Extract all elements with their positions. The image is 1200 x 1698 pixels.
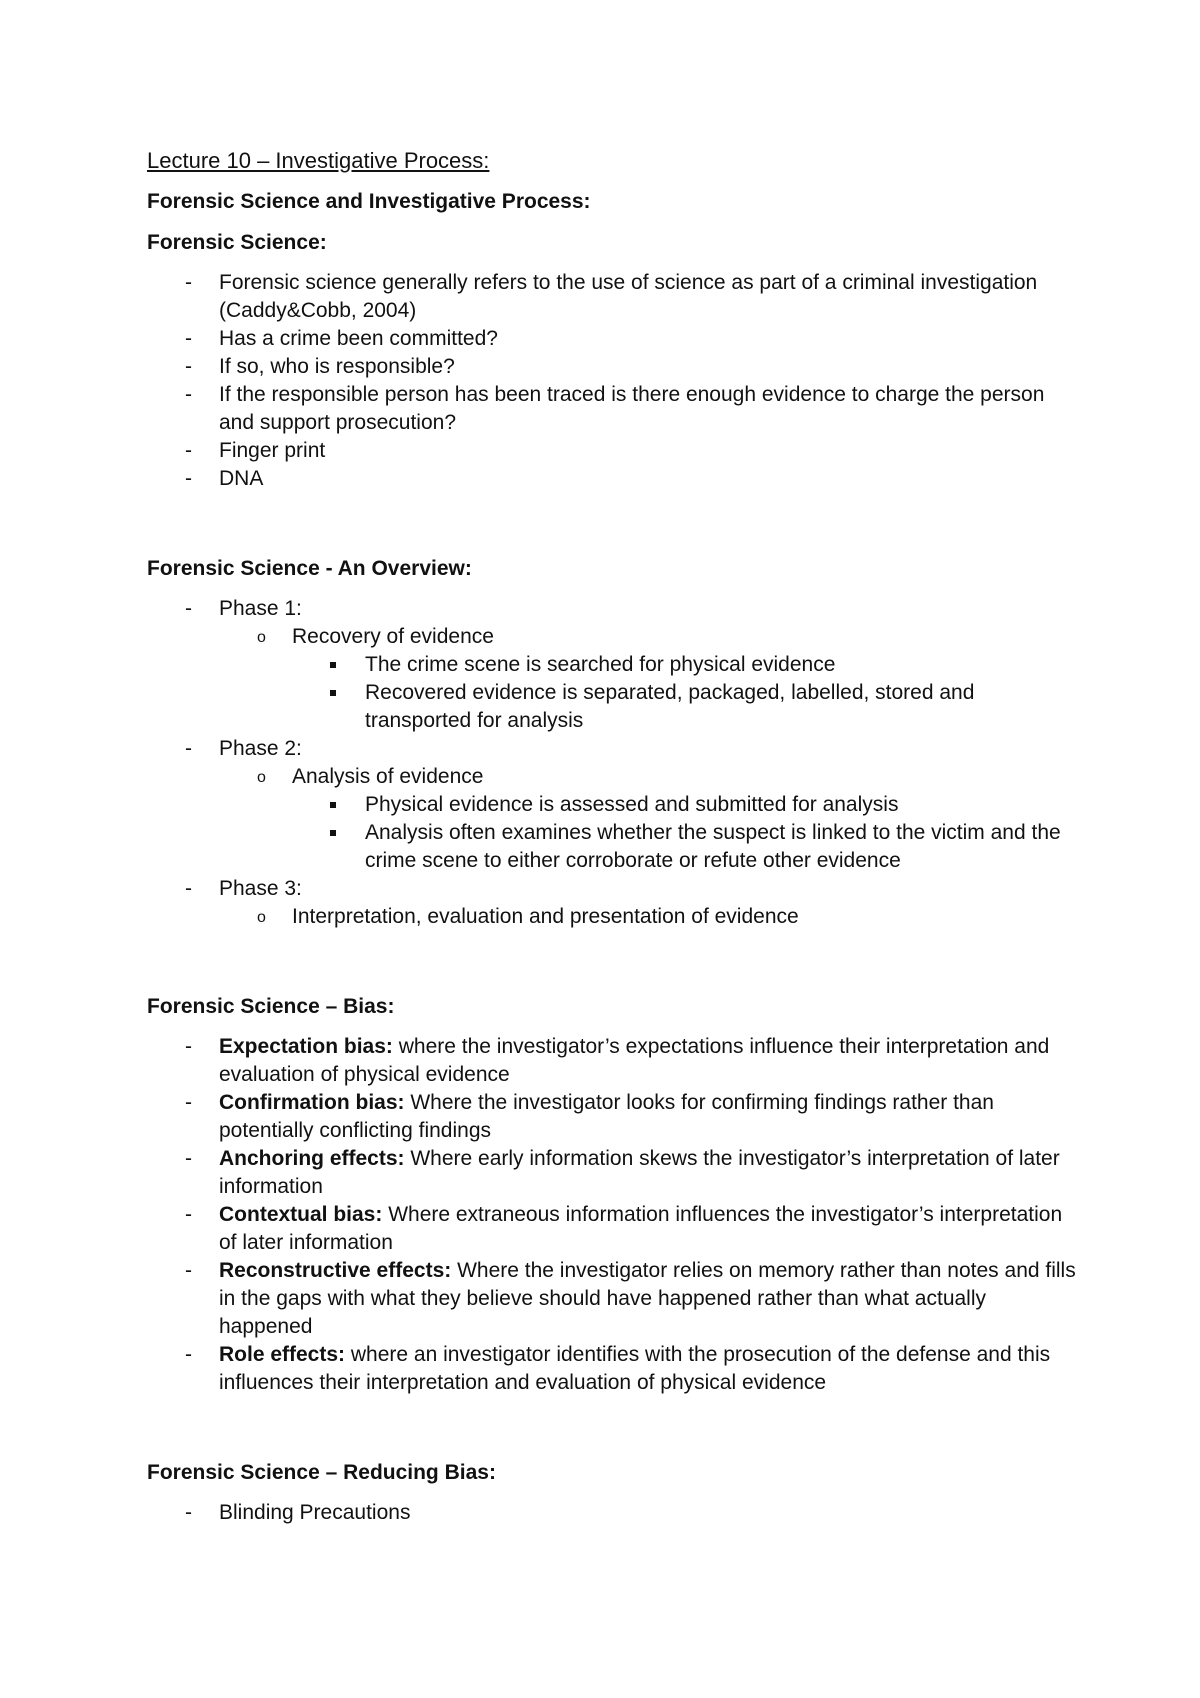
phase-sub-item	[219, 623, 1077, 735]
bias-term: Expectation bias:	[219, 1035, 393, 1058]
bias-term: Contextual bias:	[219, 1203, 383, 1226]
phase-item	[147, 735, 1077, 875]
phase-sub-item	[219, 903, 1077, 931]
phase-item	[147, 875, 1077, 931]
document-page	[147, 146, 1077, 1527]
phase-points-list	[219, 791, 1077, 875]
phase-point: Physical evidence is assessed and submitted for analysis	[292, 791, 1077, 819]
bias-item	[147, 1089, 1077, 1145]
bias-description: Where the investigator looks for confirming findings rather than potentially conflicting findings	[219, 1091, 994, 1142]
list-item: - Finger print	[147, 437, 1077, 465]
section-heading-overview: Forensic Science - An Overview:	[147, 557, 472, 580]
bias-term: Role effects:	[219, 1343, 346, 1366]
list-item: - If the responsible person has been traced is there enough evidence to charge the person and support prosecution?	[147, 381, 1077, 437]
bias-item	[147, 1033, 1077, 1089]
phase-sub-label: Recovery of evidence	[292, 625, 494, 648]
bias-description: where the investigator’s expectations influence their interpretation and evaluation of physical evidence	[219, 1035, 1050, 1086]
bias-term: Anchoring effects:	[219, 1147, 405, 1170]
phase-points-list	[219, 651, 1077, 735]
phases-list	[147, 595, 1077, 931]
phase-label: Phase 1:	[219, 597, 302, 620]
bias-item	[147, 1257, 1077, 1341]
bias-description: Where early information skews the investigator’s interpretation of later information	[219, 1147, 1060, 1198]
phase-sub-item	[219, 763, 1077, 875]
bias-item	[147, 1341, 1077, 1397]
section-subheading-forensic-science: Forensic Science:	[147, 231, 327, 254]
phase-label: Phase 3:	[219, 877, 302, 900]
phase-sub-label: Analysis of evidence	[292, 765, 484, 788]
bias-list	[147, 1033, 1077, 1397]
bias-description: where an investigator identifies with the prosecution of the defense and this influences their interpretation and evaluation of physical evidence	[219, 1343, 1051, 1394]
section-heading-reducing-bias: Forensic Science – Reducing Bias:	[147, 1461, 496, 1484]
forensic-science-list	[147, 269, 1077, 493]
list-item: - If so, who is responsible?	[147, 353, 1077, 381]
phase-point: Recovered evidence is separated, packaged, labelled, stored and transported for analysis	[292, 679, 1077, 735]
phase-point: The crime scene is searched for physical evidence	[292, 651, 1077, 679]
bias-description: Where extraneous information influences the investigator’s interpretation of later information	[219, 1203, 1063, 1254]
phase-sub-list	[147, 903, 1077, 931]
phase-label: Phase 2:	[219, 737, 302, 760]
bias-term: Reconstructive effects:	[219, 1259, 452, 1282]
list-item: - DNA	[147, 465, 1077, 493]
section-heading-investigative-process: Forensic Science and Investigative Process:	[147, 190, 591, 213]
page-title: Lecture 10 – Investigative Process:	[147, 148, 490, 173]
section-heading-bias: Forensic Science – Bias:	[147, 995, 395, 1018]
list-item: - Has a crime been committed?	[147, 325, 1077, 353]
phase-sub-list	[147, 623, 1077, 735]
bias-item	[147, 1201, 1077, 1257]
list-item: - Forensic science generally refers to the use of science as part of a criminal investigation (Caddy&Cobb, 2004)	[147, 269, 1077, 325]
phase-item	[147, 595, 1077, 735]
bias-description: Where the investigator relies on memory rather than notes and fills in the gaps with what they believe should have happened rather than what actually happened	[219, 1259, 1076, 1338]
bias-term: Confirmation bias:	[219, 1091, 405, 1114]
bias-item	[147, 1145, 1077, 1201]
reducing-bias-list	[147, 1499, 1077, 1527]
phase-sub-list	[147, 763, 1077, 875]
phase-point: Analysis often examines whether the suspect is linked to the victim and the crime scene to either corroborate or refute other evidence	[292, 819, 1077, 875]
phase-sub-label: Interpretation, evaluation and presentation of evidence	[292, 905, 799, 928]
list-item: - Blinding Precautions	[147, 1499, 1077, 1527]
